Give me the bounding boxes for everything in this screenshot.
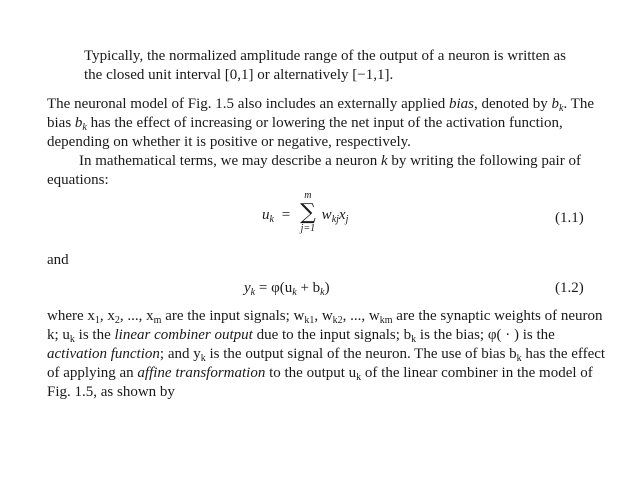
equation-1: $u_k$ = m ∑ j=1 $w_{kj}x_j$ [262,190,349,234]
bias-text: The neuronal model of Fig. 1.5 also includes an externally applied bias, denoted by $b_k$. The bias $b_k$ has the effect of increasing or lowering the net input of the activation function, depending on whether it is positive or negative, respectively. [47,96,594,150]
equation-1-number: (1.1) [555,210,584,226]
and-connector: and [47,252,69,268]
intro-line-1: Typically, the normalized amplitude range of the output of a neuron is written as [84,48,566,64]
equation-2-number: (1.2) [555,280,584,296]
bias-paragraph [47,95,605,190]
equation-2: $y_k = \varphi(u_k + b_k)$ [244,280,330,298]
math-terms-text: In mathematical terms, we may describe a neuron k by writing the following pair of equations: [47,153,581,188]
sum-upper-limit: m [304,190,312,201]
sum-lower-limit: j=1 [300,223,316,234]
definitions-paragraph: where $x_1$, $x_2$, ..., $x_m$ are the input signals; $w_{k1}$, $w_{k2}$, ..., $w_{km}$ are the synaptic weights of neuron k; $u_k$ is the linear combiner output due to the input signals; $b_k$ is the bias; φ( · ) is the activation function; and $y_k$ is the output signal of the neuron. The use of bias $b_k$ has the effect of applying an affine transformation to the output $u_k$ of the linear combiner in the model of Fig. 1.5, as shown by [47,308,606,400]
summation-sign: m ∑ j=1 [298,202,318,224]
intro-line-2: the closed unit interval [0,1] or alternatively [−1,1]. [84,67,394,83]
intro-paragraph [84,47,604,85]
